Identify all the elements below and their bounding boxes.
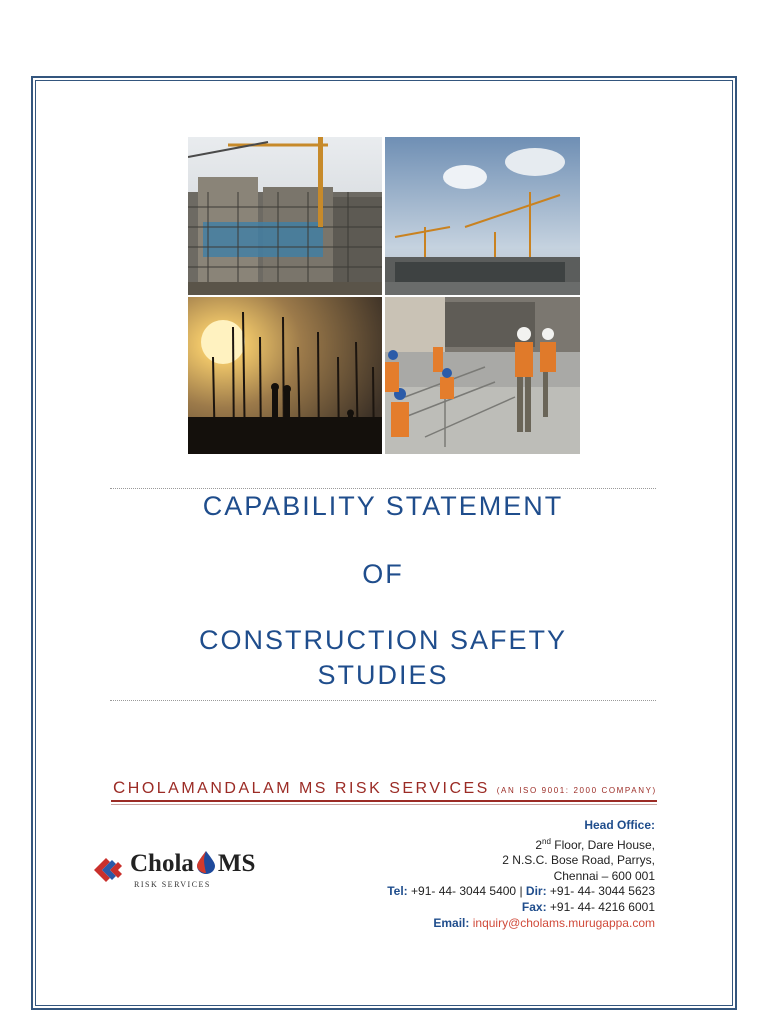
title-divider-top bbox=[110, 488, 656, 489]
document-title-line3: CONSTRUCTION SAFETY bbox=[198, 625, 567, 655]
logo-drop-icon bbox=[195, 850, 217, 874]
logo-subtitle: RISK SERVICES bbox=[134, 880, 211, 889]
tower-cranes-sky-photo bbox=[385, 137, 580, 295]
document-title-line4: STUDIES bbox=[317, 660, 449, 690]
head-office-label: Head Office: bbox=[584, 818, 655, 832]
address-line1: 2nd Floor, Dare House, bbox=[535, 836, 655, 852]
construction-cranes-building-photo bbox=[188, 137, 382, 295]
company-name-initial: C bbox=[113, 778, 128, 797]
title-divider-bottom bbox=[110, 700, 656, 701]
sunset-silhouette-workers-photo bbox=[188, 297, 382, 454]
document-title-line1: CAPABILITY STATEMENT bbox=[202, 491, 564, 521]
company-rule bbox=[111, 800, 657, 802]
email-link[interactable]: inquiry@cholams.murugappa.com bbox=[469, 915, 655, 930]
safety-workers-site-photo bbox=[385, 297, 580, 454]
company-rule-thin bbox=[111, 804, 657, 805]
company-name bbox=[113, 778, 657, 798]
phone-line: Tel: +91- 44- 3044 5400 | Dir: +91- 44- 3044 5623 bbox=[387, 884, 655, 899]
address-line3: Chennai – 600 001 bbox=[553, 868, 655, 883]
fax-number: +91- 44- 4216 6001 bbox=[546, 899, 655, 914]
document-title-line2: OF bbox=[362, 559, 404, 589]
fax-line: Fax: +91- 44- 4216 6001 bbox=[521, 899, 655, 914]
company-name-rest: HOLAMANDALAM MS RISK SERVICES bbox=[127, 780, 490, 797]
email-line: Email: inquiry@cholams.murugappa.com bbox=[433, 915, 655, 930]
logo-brand: Chola MS bbox=[130, 850, 256, 877]
head-office-contact bbox=[387, 818, 655, 931]
iso-note: (AN ISO 9001: 2000 COMPANY) bbox=[496, 786, 657, 795]
tel-number: +91- 44- 3044 5400 | bbox=[407, 884, 526, 899]
chola-logo-icon bbox=[88, 850, 128, 890]
chola-ms-logo bbox=[86, 846, 272, 894]
dir-number: +91- 44- 3044 5623 bbox=[546, 884, 655, 899]
address-line2: 2 N.S.C. Bose Road, Parrys, bbox=[502, 853, 655, 868]
